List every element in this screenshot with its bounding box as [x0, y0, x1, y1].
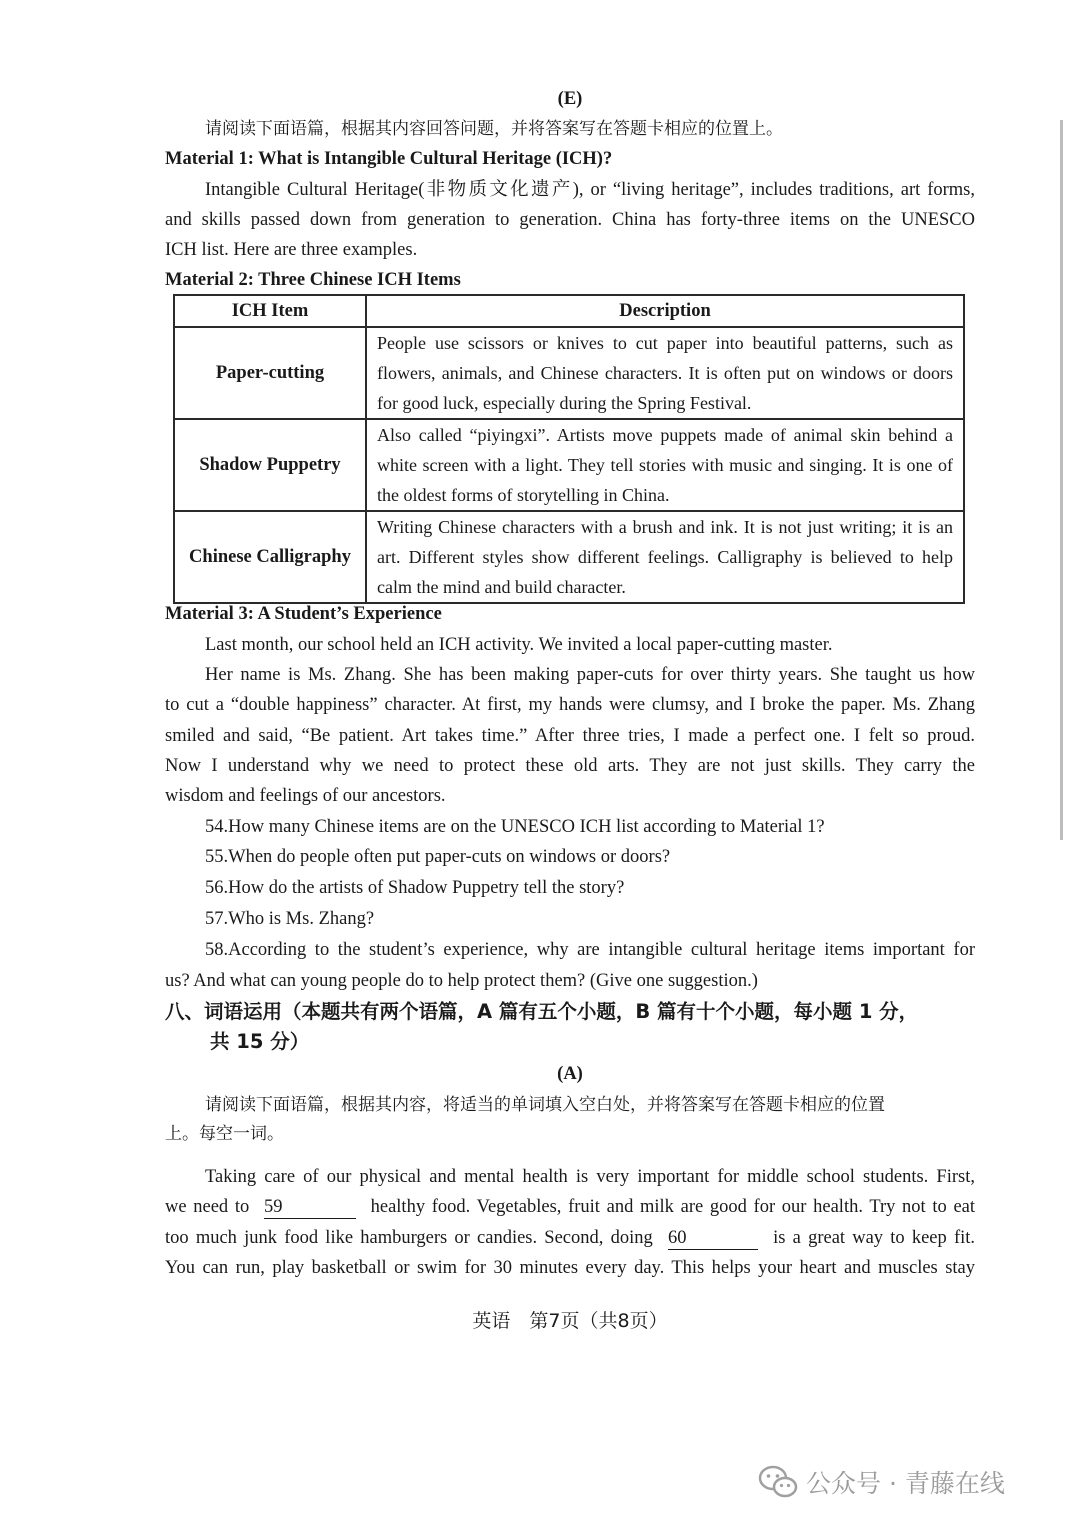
- paragraph-line: Now I understand why we need to protect these old arts. They are not just skills. They carry the: [165, 756, 975, 776]
- ich-item-description: Also called “piyingxi”. Artists move puppets made of animal skin behind a white screen with a light. They tell stories with music and singing. It is one of the oldest forms of storytelling in China.: [366, 419, 964, 511]
- ich-item-name: Paper-cutting: [174, 327, 366, 419]
- wechat-icon: [758, 1465, 798, 1499]
- watermark: [758, 1462, 1005, 1502]
- column-header: ICH Item: [174, 295, 366, 327]
- answer-blank-60: 60: [668, 1227, 758, 1250]
- answer-blank-59: 59: [264, 1196, 356, 1219]
- section-title: (E): [557, 89, 583, 109]
- paragraph-line: and skills passed down from generation to generation. China has forty-three items on the UNESCO: [165, 210, 975, 230]
- ich-item-description: People use scissors or knives to cut paper into beautiful patterns, such as flowers, animals, and Chinese characters. It is often put on windows or doors for good luck, especially during the Spring Festival.: [366, 327, 964, 419]
- passage-line: [165, 1192, 975, 1222]
- paragraph-line: to cut a “double happiness” character. At first, my hands were clumsy, and I broke the paper. Ms. Zhang: [165, 695, 975, 715]
- paragraph-line: smiled and said, “Be patient. Art takes time.” After three tries, I made a perfect one. I felt so proud.: [165, 726, 975, 746]
- passage-text: too much junk food like hamburgers or candies. Second, doing: [165, 1228, 653, 1248]
- paragraph-line: ICH list. Here are three examples.: [165, 240, 418, 260]
- ich-table: [173, 294, 965, 604]
- material3-heading: Material 3: A Student’s Experience: [165, 604, 442, 624]
- table-row: [174, 419, 964, 511]
- question-57: 57.Who is Ms. Zhang?: [205, 909, 375, 929]
- ich-item-description: Writing Chinese characters with a brush and ink. It is not just writing; it is an art. Different styles show different feelings. Calligraphy is believed to help calm the mind and build character.: [366, 511, 964, 603]
- table-row: [174, 327, 964, 419]
- section-heading-continued: 共 15 分）: [210, 1030, 310, 1053]
- part-a-instructions-continued: 上。每空一词。: [165, 1124, 284, 1144]
- question-58: 58.According to the student’s experience, why are intangible cultural heritage items important for: [205, 940, 975, 960]
- part-a-instructions: 请阅读下面语篇，根据其内容，将适当的单词填入空白处，并将答案写在答题卡相应的位置: [205, 1095, 885, 1115]
- part-a-title: (A): [557, 1064, 583, 1084]
- table-row: [174, 511, 964, 603]
- page-footer: 英语 第7页（共8页）: [472, 1310, 668, 1332]
- passage-text: is a great way to keep fit.: [773, 1228, 976, 1248]
- table-header-row: [174, 295, 964, 327]
- paragraph-line: Intangible Cultural Heritage(非物质文化遗产), or “living heritage”, includes traditions, art forms,: [205, 180, 975, 200]
- passage-line: Taking care of our physical and mental health is very important for middle school students. First,: [205, 1167, 975, 1187]
- passage-line: [165, 1223, 975, 1253]
- section-heading: 八、词语运用（本题共有两个语篇，A 篇有五个小题，B 篇有十个小题，每小题 1 分，: [165, 1000, 919, 1023]
- section-instructions: 请阅读下面语篇，根据其内容回答问题，并将答案写在答题卡相应的位置上。: [205, 119, 783, 139]
- paragraph-line: Her name is Ms. Zhang. She has been making paper-cuts for over thirty years. She taught us how: [205, 665, 975, 685]
- watermark-text: 公众号 · 青藤在线: [806, 1469, 1005, 1498]
- material2-heading: Material 2: Three Chinese ICH Items: [165, 270, 461, 290]
- question-54: 54.How many Chinese items are on the UNESCO ICH list according to Material 1?: [205, 817, 825, 837]
- passage-text: healthy food. Vegetables, fruit and milk are good for our health. Try not to eat: [370, 1197, 976, 1217]
- question-56: 56.How do the artists of Shadow Puppetry tell the story?: [205, 878, 625, 898]
- passage-line: You can run, play basketball or swim for 30 minutes every day. This helps your heart and muscles stay: [165, 1258, 975, 1278]
- material1-heading: Material 1: What is Intangible Cultural Heritage (ICH)?: [165, 149, 613, 169]
- question-58-continued: us? And what can young people do to help protect them? (Give one suggestion.): [165, 971, 758, 991]
- column-header: Description: [366, 295, 964, 327]
- question-55: 55.When do people often put paper-cuts on windows or doors?: [205, 847, 671, 867]
- page-edge-shadow: [1060, 120, 1063, 840]
- passage-text: we need to: [165, 1197, 250, 1217]
- ich-item-name: Chinese Calligraphy: [174, 511, 366, 603]
- paragraph-line: wisdom and feelings of our ancestors.: [165, 786, 446, 806]
- ich-item-name: Shadow Puppetry: [174, 419, 366, 511]
- paragraph-line: Last month, our school held an ICH activity. We invited a local paper-cutting master.: [205, 635, 833, 655]
